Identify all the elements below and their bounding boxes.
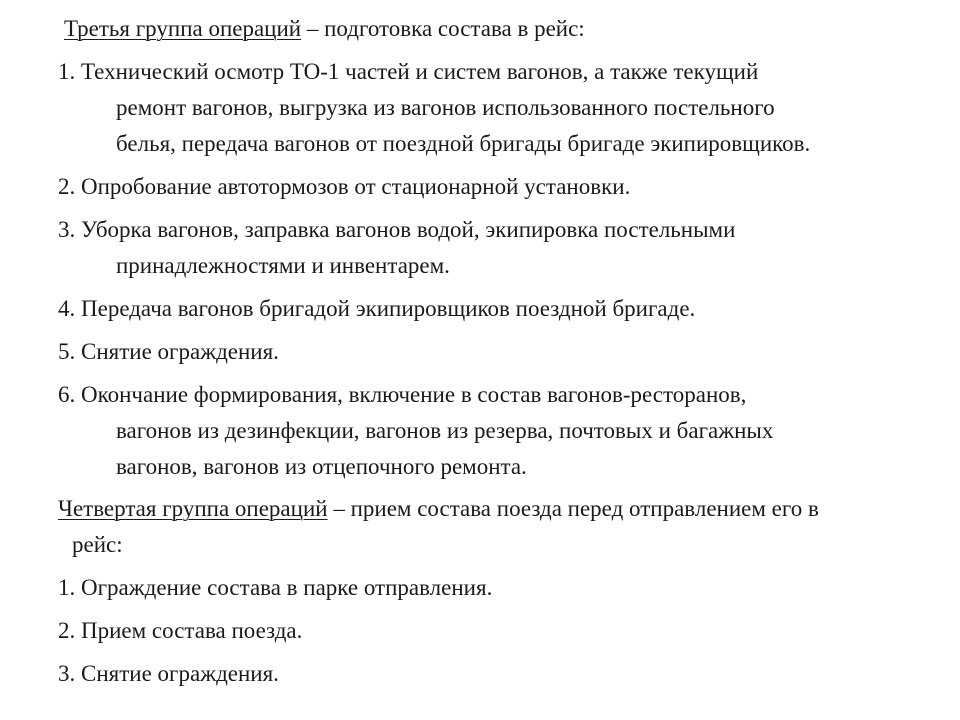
group4-heading-line — [58, 495, 819, 523]
group4-item2-line1: 2. Прием состава поезда. — [58, 618, 303, 643]
group3-heading-rest: – подготовка состава в рейс: — [301, 16, 585, 41]
group3-item2-line1: 2. Опробование автотормозов от стационарной установки. — [58, 174, 631, 199]
group3-item3-line1: 3. Уборка вагонов, заправка вагонов водой, экипировка постельными — [58, 217, 736, 242]
group3-item4-line1: 4. Передача вагонов бригадой экипировщиков поездной бригаде. — [58, 296, 696, 321]
group3-heading-line — [64, 15, 585, 43]
group4-heading: Четвертая группа операций — [58, 496, 328, 521]
group3-item5-line1: 5. Снятие ограждения. — [58, 339, 279, 364]
group3-item3-line2: принадлежностями и инвентарем. — [116, 253, 450, 278]
group3-item6-line1: 6. Окончание формирования, включение в состав вагонов-ресторанов, — [58, 382, 747, 407]
group3-item1-line3: белья, передача вагонов от поездной бригады бригаде экипировщиков. — [116, 131, 811, 156]
group3-item1-line2: ремонт вагонов, выгрузка из вагонов использованного постельного — [116, 95, 775, 120]
group4-item3-line1: 3. Снятие ограждения. — [58, 661, 279, 686]
group4-heading-rest: – прием состава поезда перед отправлением его в — [327, 496, 819, 521]
group3-item1-line1: 1. Технический осмотр ТО-1 частей и систем вагонов, а также текущий — [58, 59, 759, 84]
group4-item1-line1: 1. Ограждение состава в парке отправления. — [58, 575, 493, 600]
group3-item6-line3: вагонов, вагонов из отцепочного ремонта. — [116, 454, 527, 479]
group3-heading: Третья группа операций — [64, 16, 302, 41]
group4-heading-cont: рейс: — [72, 532, 123, 557]
group3-item6-line2: вагонов из дезинфекции, вагонов из резерва, почтовых и багажных — [116, 418, 774, 443]
